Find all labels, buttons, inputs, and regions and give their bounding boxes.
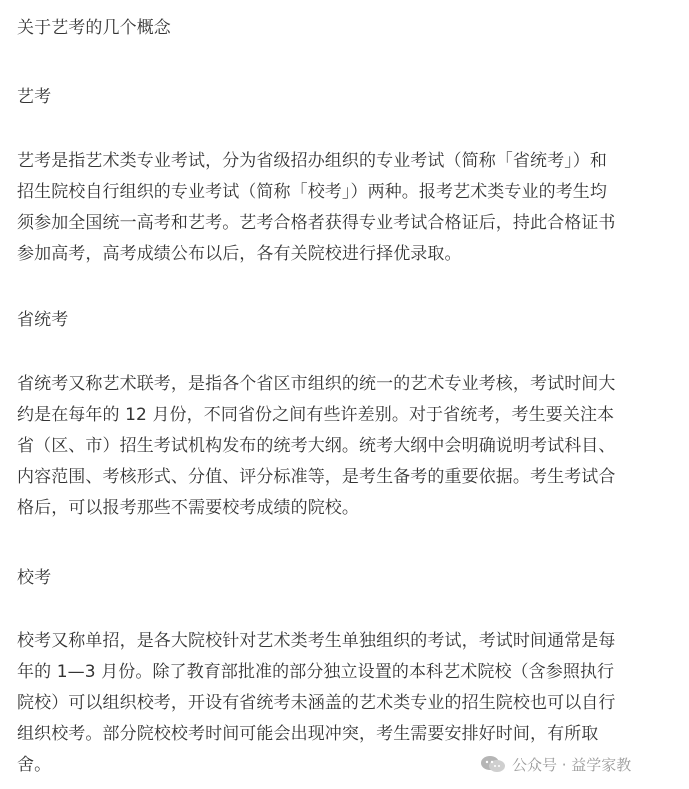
wechat-icon	[480, 755, 506, 773]
paragraph-line: 须参加全国统一高考和艺考。艺考合格者获得专业考试合格证后，持此合格证书	[17, 213, 616, 233]
paragraph-line: 内容范围、考核形式、分值、评分标准等，是考生备考的重要依据。考生考试合	[17, 467, 616, 487]
paragraph-line: 约是在每年的 12 月份，不同省份之间有些许差别。对于省统考，考生要关注本	[17, 405, 615, 425]
section-heading-yikao: 艺考	[17, 87, 52, 107]
paragraph-line: 院校）可以组织校考，开设有省统考未涵盖的艺术类专业的招生院校也可以自行	[17, 693, 616, 713]
watermark-text: 公众号 · 益学家教	[512, 755, 632, 774]
paragraph-line: 参加高考，高考成绩公布以后，各有关院校进行择优录取。	[17, 244, 462, 264]
section-heading-xiaokao: 校考	[17, 568, 52, 588]
paragraph-line: 组织校考。部分院校校考时间可能会出现冲突，考生需要安排好时间，有所取	[17, 724, 599, 744]
article-title: 关于艺考的几个概念	[17, 18, 171, 38]
paragraph-line: 省统考又称艺术联考，是指各个省区市组织的统一的艺术专业考核，考试时间大	[17, 374, 616, 394]
paragraph-line: 格后，可以报考那些不需要校考成绩的院校。	[17, 498, 359, 518]
paragraph-line: 招生院校自行组织的专业考试（简称「校考」）两种。报考艺术类专业的考生均	[17, 182, 607, 202]
paragraph-line: 校考又称单招，是各大院校针对艺术类考生单独组织的考试，考试时间通常是每	[17, 631, 616, 651]
paragraph-line: 舍。	[17, 755, 52, 775]
section-heading-shengtongkao: 省统考	[17, 310, 69, 330]
paragraph-line: 年的 1—3 月份。除了教育部批准的部分独立设置的本科艺术院校（含参照执行	[17, 662, 615, 682]
paragraph-line: 省（区、市）招生考试机构发布的统考大纲。统考大纲中会明确说明考试科目、	[17, 436, 616, 456]
paragraph-line: 艺考是指艺术类专业考试，分为省级招办组织的专业考试（简称「省统考」）和	[17, 151, 607, 171]
watermark	[480, 751, 631, 777]
